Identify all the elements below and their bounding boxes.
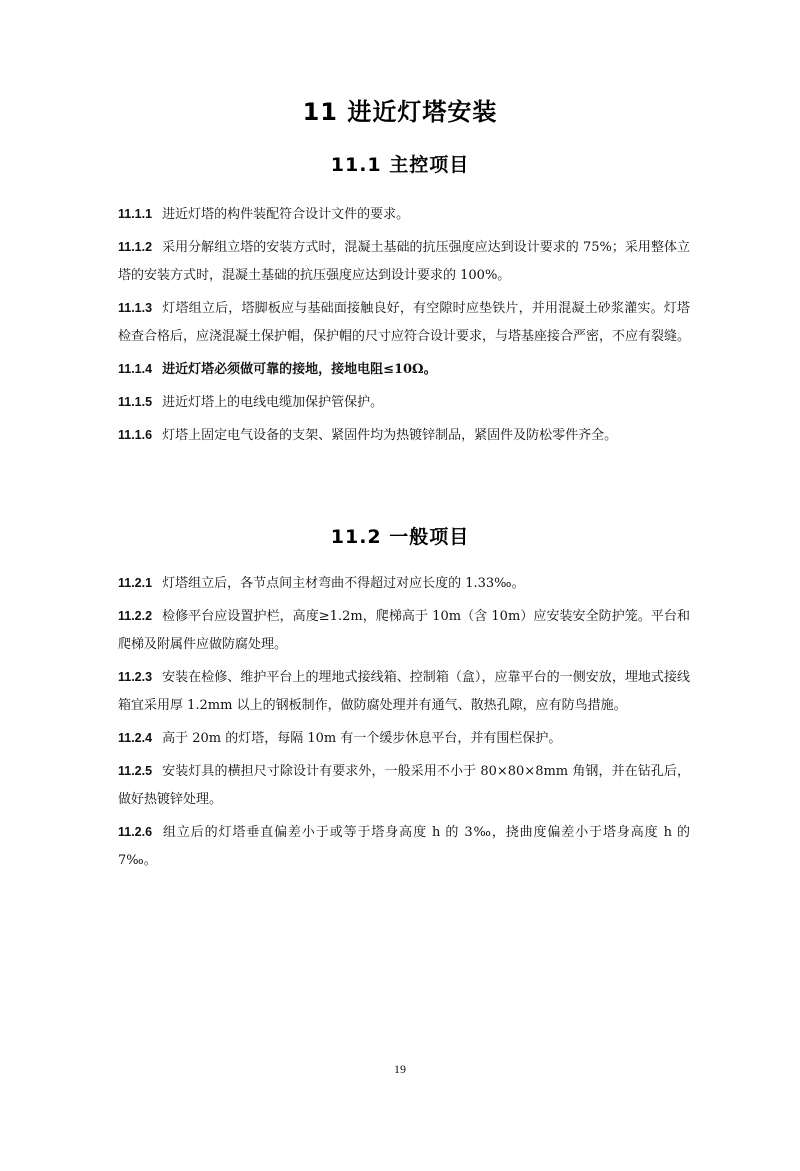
clause-text: 安装在检修、维护平台上的埋地式接线箱、控制箱（盒），应靠平台的一侧安放，埋地式接线箱宜采用厚 1.2mm 以上的钢板制作，做防腐处理并有通气、散热孔隙，应有防鸟措施。 xyxy=(118,670,690,713)
clause-11-1-6 xyxy=(118,421,690,450)
clause-text: 灯塔组立后，各节点间主材弯曲不得超过对应长度的 1.33‰。 xyxy=(162,576,525,591)
clause-11-1-5 xyxy=(118,388,690,417)
clause-number: 11.1.4 xyxy=(118,362,153,376)
clause-text: 安装灯具的横担尺寸除设计有要求外，一般采用不小于 80×80×8mm 角钢，并在钻孔后，做好热镀锌处理。 xyxy=(118,764,690,807)
clause-number: 11.1.1 xyxy=(118,207,153,221)
clause-text: 灯塔组立后，塔脚板应与基础面接触良好，有空隙时应垫铁片，并用混凝土砂浆灌实。灯塔检查合格后，应浇混凝土保护帽，保护帽的尺寸应符合设计要求，与塔基座接合严密，不应有裂缝。 xyxy=(118,301,691,344)
clause-11-1-2 xyxy=(118,233,690,290)
clause-text: 采用分解组立塔的安装方式时，混凝土基础的抗压强度应达到设计要求的 75%；采用整体立塔的安装方式时，混凝土基础的抗压强度应达到设计要求的 100%。 xyxy=(118,240,690,283)
clause-number: 11.2.3 xyxy=(118,670,153,684)
section-title-11-1: 11.1 主控项目 xyxy=(330,154,470,176)
clause-number: 11.1.6 xyxy=(118,428,153,442)
section-11-1-clauses xyxy=(118,200,690,454)
clause-text: 进近灯塔的构件装配符合设计文件的要求。 xyxy=(162,207,410,222)
clause-11-2-4 xyxy=(118,724,690,753)
clause-11-2-3 xyxy=(118,663,690,720)
clause-text: 检修平台应设置护栏，高度≥1.2m，爬梯高于 10m（含 10m）应安装安全防护笼。平台和爬梯及附属件应做防腐处理。 xyxy=(118,609,690,652)
clause-number: 11.1.2 xyxy=(118,240,153,254)
clause-text: 进近灯塔必须做可靠的接地，接地电阻≤10Ω。 xyxy=(162,362,437,377)
section-title-11-2: 11.2 一般项目 xyxy=(330,526,470,548)
clause-11-1-1 xyxy=(118,200,690,229)
clause-11-1-3 xyxy=(118,294,690,351)
clause-text: 灯塔上固定电气设备的支架、紧固件均为热镀锌制品，紧固件及防松零件齐全。 xyxy=(162,428,618,443)
clause-text: 进近灯塔上的电线电缆加保护管保护。 xyxy=(162,395,384,410)
clause-number: 11.2.5 xyxy=(118,764,153,778)
clause-number: 11.2.2 xyxy=(118,609,153,623)
clause-text: 组立后的灯塔垂直偏差小于或等于塔身高度 h 的 3‰，挠曲度偏差小于塔身高度 h 的 7‰。 xyxy=(118,825,690,868)
clause-11-1-4 xyxy=(118,355,690,384)
chapter-title: 11 进近灯塔安装 xyxy=(302,98,498,126)
clause-text: 高于 20m 的灯塔，每隔 10m 有一个缓步休息平台，并有围栏保护。 xyxy=(162,731,562,746)
clause-11-2-6 xyxy=(118,818,690,875)
clause-11-2-2 xyxy=(118,602,690,659)
clause-number: 11.1.3 xyxy=(118,301,153,315)
clause-number: 11.2.1 xyxy=(118,576,153,590)
clause-11-2-5 xyxy=(118,757,690,814)
clause-number: 11.1.5 xyxy=(118,395,153,409)
clause-number: 11.2.6 xyxy=(118,825,153,839)
clause-11-2-1 xyxy=(118,569,690,598)
clause-number: 11.2.4 xyxy=(118,731,153,745)
section-11-2-clauses xyxy=(118,569,690,879)
page-number: 19 xyxy=(394,1062,406,1076)
